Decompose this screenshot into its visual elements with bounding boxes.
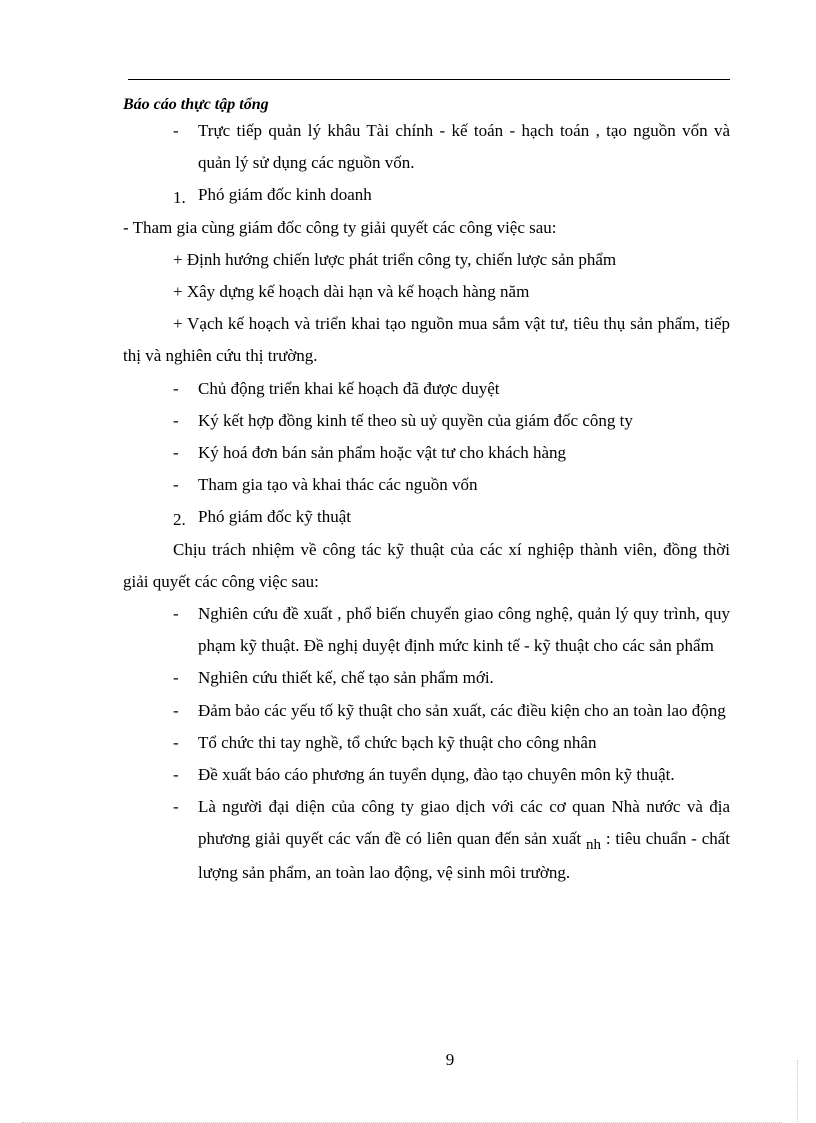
heading-number: 1. — [173, 188, 186, 208]
dash-marker: - — [173, 475, 179, 495]
heading-text: Phó giám đốc kinh doanh — [198, 185, 372, 205]
dash-marker: - — [173, 797, 179, 817]
list-item — [123, 469, 730, 501]
list-item-text-cont: : tiêu chuẩn - chất lượng sản phẩm, an toàn lao động, vệ sinh môi trường. — [198, 829, 731, 882]
list-item — [123, 759, 730, 791]
numbered-heading — [123, 179, 730, 211]
dash-marker: - — [173, 378, 179, 398]
header-rule — [128, 79, 730, 80]
document-body — [123, 115, 730, 889]
list-item — [123, 662, 730, 694]
dash-marker: - — [173, 668, 179, 688]
list-item — [123, 115, 730, 179]
list-item — [123, 695, 730, 727]
list-item-text: Nghiên cứu đề xuất , phổ biến chuyển giao công nghệ, quản lý quy trình, quy phạm kỹ thuật. Đề nghị duyệt định mức kinh tế - kỹ thuật cho các sản phẩm — [198, 604, 730, 656]
list-item — [123, 791, 730, 889]
list-item-text: Tham gia tạo và khai thác các nguồn vốn — [198, 475, 478, 495]
list-item-text: Đảm bảo các yếu tố kỹ thuật cho sản xuất, các điều kiện cho an toàn lao động — [198, 700, 726, 720]
list-item — [123, 727, 730, 759]
plus-item: + Xây dựng kế hoạch dài hạn và kế hoạch hàng năm — [173, 282, 530, 302]
list-item-text: Nghiên cứu thiết kế, chế tạo sản phẩm mới. — [198, 668, 494, 688]
paragraph: - Tham gia cùng giám đốc công ty giải quyết các công việc sau: — [123, 217, 557, 237]
dash-marker: - — [173, 121, 179, 140]
dash-marker: - — [173, 443, 179, 463]
plus-item-long: + Vạch kế hoạch và triển khai tạo nguồn mua sắm vật tư, tiêu thụ sản phẩm, tiếp thị và nghiên cứu thị trường. — [123, 314, 730, 366]
heading-number: 2. — [173, 510, 186, 530]
list-item-text: Đề xuất báo cáo phương án tuyển dụng, đào tạo chuyên môn kỹ thuật. — [198, 765, 675, 785]
list-item — [123, 373, 730, 405]
page-border-side — [797, 1060, 798, 1122]
dash-marker: - — [173, 700, 179, 720]
list-item-text: Trực tiếp quản lý khâu Tài chính - kế toán - hạch toán , tạo nguồn vốn và quản lý sử dụng các nguồn vốn. — [198, 121, 730, 173]
list-item-text: Ký hoá đơn bán sản phẩm hoặc vật tư cho khách hàng — [198, 443, 567, 463]
dash-marker: - — [173, 765, 179, 785]
dash-marker: - — [173, 732, 179, 752]
heading-text: Phó giám đốc kỹ thuật — [198, 507, 351, 527]
list-item — [123, 437, 730, 469]
paragraph: Chịu trách nhiệm về công tác kỹ thuật của các xí nghiệp thành viên, đồng thời giải quyết các công việc sau: — [123, 539, 730, 591]
dash-marker: - — [173, 604, 179, 624]
list-item-text: Là người đại diện của công ty giao dịch với các cơ quan Nhà nước và địa phương giải quyết các vấn đề có liên quan đến sản xuất — [198, 797, 730, 849]
list-item-text: Ký kết hợp đồng kinh tế theo sù uỷ quyền của giám đốc công ty — [198, 410, 633, 430]
page-number: 9 — [445, 1050, 455, 1069]
subscript-fragment: nh — [585, 837, 601, 854]
list-item-text: Chủ động triển khai kế hoạch đã được duyệt — [198, 378, 500, 398]
numbered-heading — [123, 501, 730, 533]
plus-item: + Định hướng chiến lược phát triển công ty, chiến lược sản phẩm — [173, 249, 617, 269]
list-item — [123, 598, 730, 662]
list-item — [123, 405, 730, 437]
dash-marker: - — [173, 410, 179, 430]
list-item-text: Tổ chức thi tay nghề, tổ chức bạch kỹ thuật cho công nhân — [198, 732, 597, 752]
running-header: Báo cáo thực tập tổng — [123, 96, 269, 113]
